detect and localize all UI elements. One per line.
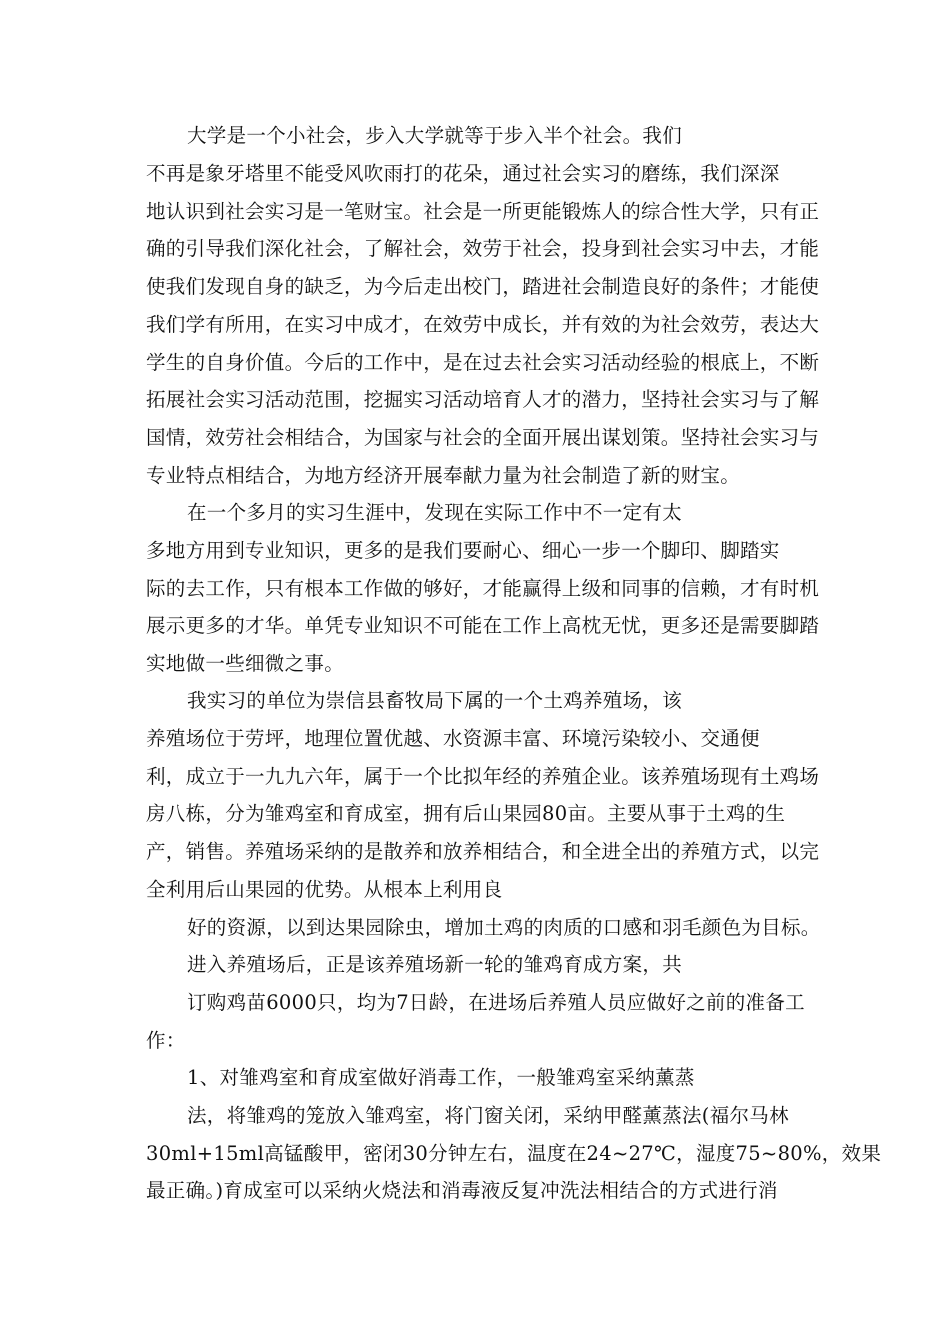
text-line: 好的资源，以到达果园除虫，增加土鸡的肉质的口感和羽毛颜色为目标。 [187, 916, 821, 939]
text-line: 在一个多月的实习生涯中，发现在实际工作中不一定有太 [187, 501, 683, 524]
text-line: 国情，效劳社会相结合，为国家与社会的全面开展出谋划策。坚持社会实习与 [146, 426, 820, 449]
text-line: 多地方用到专业知识，更多的是我们要耐心、细心一步一个脚印、脚踏实 [146, 539, 780, 562]
text-line: 展示更多的才华。单凭专业知识不可能在工作上高枕无忧，更多还是需要脚踏 [146, 614, 820, 637]
text-line: 全利用后山果园的优势。从根本上利用良 [146, 878, 503, 901]
text-line: 产，销售。养殖场采纳的是散养和放养相结合，和全进全出的养殖方式，以完 [146, 840, 820, 863]
text-line: 订购鸡苗6000只，均为7日龄，在进场后养殖人员应做好之前的准备工 [187, 991, 805, 1014]
text-line: 法，将雏鸡的笼放入雏鸡室，将门窗关闭，采纳甲醛薰蒸法(福尔马林 [187, 1104, 789, 1127]
text-line: 地认识到社会实习是一笔财宝。社会是一所更能锻炼人的综合性大学，只有正 [146, 200, 820, 223]
text-line: 作： [146, 1029, 186, 1052]
text-line: 我们学有所用，在实习中成才，在效劳中成长，并有效的为社会效劳，表达大 [146, 313, 820, 336]
text-line: 房八栋，分为雏鸡室和育成室，拥有后山果园80亩。主要从事于土鸡的生 [146, 802, 786, 825]
text-line: 我实习的单位为崇信县畜牧局下属的一个土鸡养殖场，该 [187, 689, 683, 712]
text-line: 大学是一个小社会，步入大学就等于步入半个社会。我们 [187, 124, 683, 147]
text-line: 1、对雏鸡室和育成室做好消毒工作，一般雏鸡室采纳薰蒸 [187, 1066, 695, 1089]
text-line: 专业特点相结合，为地方经济开展奉献力量为社会制造了新的财宝。 [146, 464, 741, 487]
text-line: 际的去工作，只有根本工作做的够好，才能赢得上级和同事的信赖，才有时机 [146, 577, 820, 600]
text-line: 拓展社会实习活动范围，挖掘实习活动培育人才的潜力，坚持社会实习与了解 [146, 388, 820, 411]
text-line: 养殖场位于劳坪，地理位置优越、水资源丰富、环境污染较小、交通便 [146, 727, 760, 750]
text-line: 不再是象牙塔里不能受风吹雨打的花朵，通过社会实习的磨练，我们深深 [146, 162, 780, 185]
text-line: 实地做一些细微之事。 [146, 652, 345, 675]
text-line: 确的引导我们深化社会，了解社会，效劳于社会，投身到社会实习中去，才能 [146, 237, 820, 260]
text-line: 进入养殖场后，正是该养殖场新一轮的雏鸡育成方案，共 [187, 953, 683, 976]
text-line: 利，成立于一九九六年，属于一个比拟年经的养殖企业。该养殖场现有土鸡场 [146, 765, 820, 788]
text-line: 30ml+15ml高锰酸甲，密闭30分钟左右，温度在24~27℃，湿度75~80%，效果 [146, 1142, 882, 1165]
text-line: 学生的自身价值。今后的工作中，是在过去社会实习活动经验的根底上，不断 [146, 351, 820, 374]
text-line: 最正确。)育成室可以采纳火烧法和消毒液反复冲洗法相结合的方式进行消 [146, 1179, 778, 1202]
text-line: 使我们发现自身的缺乏，为今后走出校门，踏进社会制造良好的条件；才能使 [146, 275, 820, 298]
